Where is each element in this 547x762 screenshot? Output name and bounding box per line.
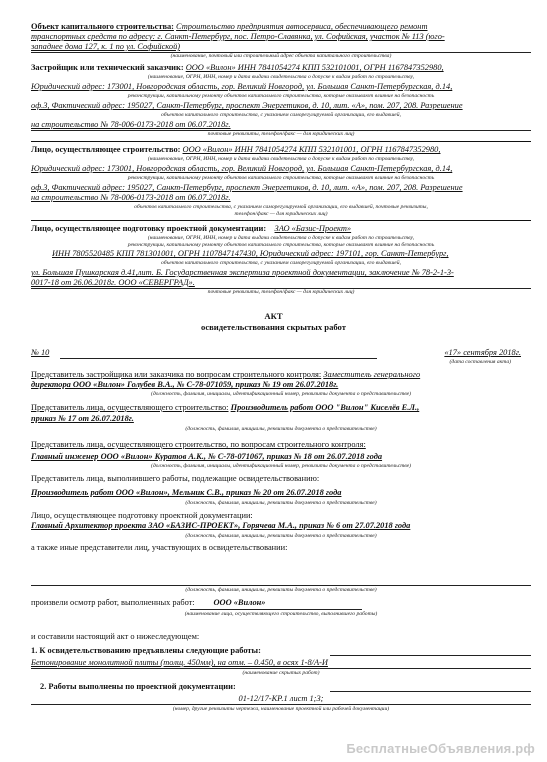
designer-value: ЗАО «Базис-Проект»: [274, 224, 352, 233]
developer-value: ООО «Вилон» ИНН 7841054274 КПП 532101001, ОГРН 1167847352980,: [185, 63, 444, 72]
developer-line-2: Юридический адрес: 173001, Новгородская область, гор. Великий Новгород, ул. Большая Санкт-Петербургская, д.14,: [31, 82, 453, 91]
p2-label: 2. Работы выполнены по проектной документации:: [40, 682, 236, 691]
rep5-note: (должность, фамилия, инициалы, реквизиты документа о представительстве): [185, 533, 377, 539]
rep2-value: Производитель работ ООО "Вилон" Киселёв Е.Л.,: [230, 403, 420, 412]
act-subtitle: освидетельствования скрытых работ: [201, 322, 346, 332]
rep6-note: (должность, фамилия, инициалы, реквизиты документа о представительстве): [185, 587, 377, 593]
rep1-note: (должность, фамилия, инициалы, идентификационный номер, реквизиты документа о представительстве): [150, 391, 412, 397]
builder-line-4: на строительство № 78-006-0173-2018 от 06.07.2018г.: [31, 193, 231, 202]
object-line-1: [31, 22, 531, 32]
rep2-label: Представитель лица, осуществляющего строительство:: [31, 403, 229, 412]
builder-line-2: Юридический адрес: 173001, Новгородская область, гор. Великий Новгород, ул. Большая Санкт-Петербургская, д.14,: [31, 164, 453, 173]
builder-note-1: (наименование, ОГРН, ИНН, номер и дата выдачи свидетельства о допуске к видам работ по строительству,: [147, 156, 415, 162]
developer-note-2: реконструкции, капитальному ремонту объектов капитального строительства, которые оказывают влияние на безопасность: [127, 93, 435, 99]
rep1-line-2: директора ООО «Вилон» Голубев В.А., № С-78-071059, приказ № 19 от 26.07.2018г.: [31, 380, 339, 389]
builder-note-3: объектов капитального строительства, с указанием саморегулируемой организации, его выдавшей, почтовые реквизиты,: [134, 204, 428, 210]
rep7-note: (наименование лица, осуществляющего строительство, выполнившего работы): [184, 611, 378, 617]
object-line-3: западнее дома 127, к. 1 по ул. Софийской): [31, 42, 181, 51]
p1-note: (наименование скрытых работ): [242, 670, 320, 676]
rep5-label: Лицо, осуществляющее подготовку проектной документации:: [31, 511, 253, 520]
designer-line-2: ИНН 7805520485 КПП 781301001, ОГРН 1107847147430, Юридический адрес: 197101, гор. Санкт-Петербург,: [52, 249, 449, 258]
developer-note-3: объектов капитального строительства, с указанием саморегулируемой организации, его выдавшей,: [161, 112, 401, 118]
act-date-note: (дата составления акта): [449, 359, 511, 365]
act-title: АКТ: [264, 311, 283, 321]
rep1-line-1: [31, 370, 531, 380]
developer-note-1: (наименование, ОГРН, ИНН, номер и дата выдачи свидетельства о допуске к видам работ по строительству,: [147, 74, 415, 80]
rule: [31, 585, 531, 586]
builder-label: Лицо, осуществляющее строительство:: [31, 145, 181, 154]
watermark-logo: БесплатныеОбъявления.рф: [346, 741, 535, 756]
rep4-label: Представитель лица, выполнившего работы, подлежащие освидетельствованию:: [31, 474, 320, 483]
builder-note-2: реконструкции, капитальному ремонту объектов капитального строительства, которые оказывают влияние на безопасность: [127, 175, 435, 181]
builder-note-4: телефон/факс — для юридических лиц): [234, 211, 328, 217]
rep4-note: (должность, фамилия, инициалы, реквизиты документа о представительстве): [185, 500, 377, 506]
act-number-row: [31, 348, 531, 358]
developer-line-3: оф.3, Фактический адрес: 195027, Санкт-Петербург, проспект Энергетиков, д. 10, лит. «А», пом. 207, 208. Разрешение: [31, 101, 463, 110]
builder-value: ООО «Вилон» ИНН 7841054274 КПП 532101001, ОГРН 1167847352980,: [182, 145, 441, 154]
developer-line-4: на строительство № 78-006-0173-2018 от 06.07.2018г.: [31, 120, 231, 129]
developer-label: Застройщик или технический заказчик:: [31, 63, 184, 72]
rep1-label: Представитель застройщика или заказчика по вопросам строительного контроля:: [31, 370, 322, 379]
object-note: (наименование, почтовый или строительный адрес объекта капитального строительства): [170, 53, 392, 59]
rule: [31, 668, 531, 669]
designer-note-1: (наименование, ОГРН, ИНН, номер и дата выдачи свидетельства о допуске к видам работ по строительству,: [147, 235, 415, 241]
rep1-value: Заместитель генерального: [323, 370, 421, 379]
rule: [330, 691, 531, 692]
object-line-2: транспортных средств по адресу: г. Санкт-Петербург, пос. Петро-Славянка, ул. Софийская, участок № 113 (юго-: [31, 32, 445, 41]
builder-line-3: оф.3, Фактический адрес: 195027, Санкт-Петербург, проспект Энергетиков, д. 10, лит. «А», пом. 207, 208. Разрешение: [31, 183, 463, 192]
developer-line-1: [31, 63, 531, 73]
designer-note-2: реконструкции, капитальному ремонту объектов капитального строительства, которые оказывают влияние на безопасность: [127, 242, 435, 248]
rep7-value: ООО «Вилон»: [213, 598, 266, 607]
rep7-label: произвели осмотр работ, выполненных работ:: [31, 598, 195, 607]
rep3-note: (должность, фамилия, инициалы, идентификационный номер, реквизиты документа о представительстве): [150, 463, 412, 469]
rep2-line-1: [31, 403, 531, 413]
p2-value: 01-12/17-КР.1 лист 1;3;: [238, 694, 324, 703]
rule: [330, 655, 531, 656]
designer-note-4: почтовые реквизиты, телефон/факс — для юридических лиц): [207, 289, 355, 295]
object-label: Объект капитального строительства:: [31, 22, 174, 31]
p1-value: Бетонирование монолитной плиты (толщ. 450мм), на отм. – 0.450, в осях 1-8/А-И: [31, 658, 328, 667]
designer-line-4: 0017-18 от 26.06.2018г. ООО «СЕВЕРГРАД».: [31, 278, 195, 287]
rep3-label: Представитель лица, осуществляющего строительство, по вопросам строительного контроля:: [31, 440, 366, 449]
rep4-value: Производитель работ ООО «Вилон», Мельник С.В., приказ № 20 от 26.07.2018 года: [31, 488, 342, 497]
rep7-line: [31, 598, 531, 608]
act-date: «17» сентября 2018г.: [444, 348, 521, 357]
p2-note: (номер, другие реквизиты чертежа, наименование проектной или рабочей документации): [172, 706, 390, 712]
rep6-label: а также иные представители лиц, участвующих в освидетельствовании:: [31, 543, 288, 552]
section-divider: [31, 141, 531, 142]
developer-note-4: почтовые реквизиты, телефон/факс — для юридических лиц): [207, 131, 355, 137]
object-value: Строительство предприятия автосервиса, обеспечивающего ремонт: [176, 22, 428, 31]
act-number: № 10: [31, 348, 50, 357]
section-divider: [31, 220, 531, 221]
designer-line-3: ул. Большая Пушкарская д.41,лит. Б. Государственная экспертиза проектной документации, заключение № 78-2-1-3-: [31, 268, 454, 277]
rule: [190, 609, 362, 610]
body-intro: и составили настоящий акт о нижеследующем:: [31, 632, 200, 641]
rep2-line-2: приказ № 17 от 26.07.2018г.: [31, 414, 134, 423]
builder-line-1: [31, 145, 531, 155]
rep3-value: Главный инженер ООО «Вилон» Куратов А.К., № С-78-071067, приказ № 18 от 26.07.2018 года: [31, 452, 383, 461]
designer-note-3: объектов капитального строительства, с указанием саморегулируемой организации, его выдавшей,: [161, 260, 401, 266]
rule: [31, 704, 531, 705]
designer-label: Лицо, осуществляющее подготовку проектной документации:: [31, 224, 267, 233]
p1-label: 1. К освидетельствованию предъявлены следующие работы:: [31, 646, 261, 655]
rep5-value: Главный Архитектор проекта ЗАО «БАЗИС-ПРОЕКТ», Горячева М.А., приказ № 6 от 27.07.2018 года: [31, 521, 411, 530]
rep2-note: (должность, фамилия, инициалы, реквизиты документа о представительстве): [185, 426, 377, 432]
designer-line-1: [31, 224, 531, 234]
